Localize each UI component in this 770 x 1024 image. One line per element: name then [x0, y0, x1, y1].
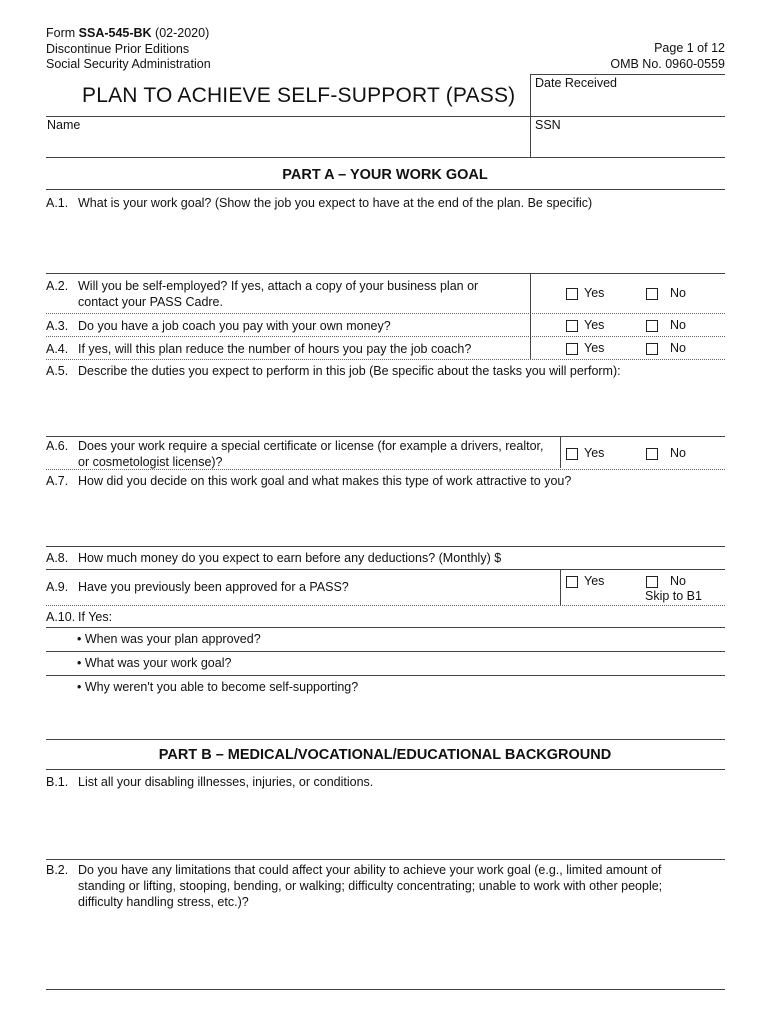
question-a7 — [46, 473, 571, 489]
a2-yes-label: Yes — [584, 286, 605, 300]
question-b1 — [46, 774, 373, 790]
a10-rule-3 — [46, 675, 725, 676]
a10-rule-1 — [46, 627, 725, 628]
a9-bottom-rule — [46, 605, 725, 606]
a9-no-label: No — [670, 574, 686, 588]
a9-no-checkbox[interactable] — [646, 576, 658, 588]
a3-no-label: No — [670, 318, 686, 332]
question-a10 — [46, 609, 112, 625]
b2-text-line1: Do you have any limitations that could affect your ability to achieve your work goal (e.g., limited amount of — [78, 863, 662, 877]
omb-number: OMB No. 0960-0559 — [610, 56, 725, 71]
page-info — [610, 41, 725, 72]
a5-answer-area[interactable] — [46, 383, 725, 433]
discontinue-note: Discontinue Prior Editions — [46, 41, 190, 56]
a4-divider — [530, 336, 531, 359]
a6-yes-checkbox[interactable] — [566, 448, 578, 460]
a9-yes-checkbox[interactable] — [566, 576, 578, 588]
a7-text: How did you decide on this work goal and what makes this type of work attractive to you? — [78, 474, 572, 488]
a2-no-label: No — [670, 286, 686, 300]
name-field[interactable] — [48, 134, 526, 154]
a4-no-label: No — [670, 341, 686, 355]
question-a2 — [46, 278, 478, 310]
name-bottom-rule — [46, 157, 725, 158]
a5-number: A.5. — [46, 364, 69, 378]
a9-number: A.9. — [46, 580, 69, 594]
a4-yes-label: Yes — [584, 341, 605, 355]
question-a3 — [46, 318, 391, 334]
date-received-field[interactable] — [535, 96, 723, 114]
page-title: PLAN TO ACHIEVE SELF-SUPPORT (PASS) — [82, 84, 516, 107]
a3-number: A.3. — [46, 319, 69, 333]
a4-number: A.4. — [46, 342, 69, 356]
a2-yes-checkbox[interactable] — [566, 288, 578, 300]
a10-bullet-2: • What was your work goal? — [77, 656, 232, 670]
title-bottom-rule — [46, 116, 725, 117]
a8-bottom-rule — [46, 569, 725, 570]
a2-text-line1: Will you be self-employed? If yes, attach a copy of your business plan or — [78, 279, 479, 293]
a4-no-checkbox[interactable] — [646, 343, 658, 355]
a10-reason-field[interactable] — [46, 698, 725, 736]
a6-yes-label: Yes — [584, 446, 605, 460]
a5-bottom-rule — [46, 436, 725, 437]
a9-divider — [560, 569, 561, 605]
a3-yes-label: Yes — [584, 318, 605, 332]
form-number-line — [46, 26, 211, 42]
ssn-field[interactable] — [535, 134, 723, 154]
b1-bottom-rule — [46, 859, 725, 860]
date-received-label: Date Received — [535, 76, 617, 90]
a1-answer-area[interactable] — [46, 215, 725, 270]
question-a9 — [46, 579, 349, 595]
a9-skip-note: Skip to B1 — [645, 589, 702, 603]
agency-name: Social Security Administration — [46, 57, 211, 71]
a8-text: How much money do you expect to earn before any deductions? (Monthly) $ — [78, 551, 502, 565]
a10-rule-2 — [46, 651, 725, 652]
a4-text: If yes, will this plan reduce the number of hours you pay the job coach? — [78, 342, 472, 356]
part-a-bottom-rule — [46, 739, 725, 740]
a2-divider — [530, 273, 531, 313]
a6-text-line1: Does your work require a special certificate or license (for example a drivers, realtor, — [78, 439, 544, 453]
a10-goal-field[interactable] — [240, 656, 722, 672]
b1-text: List all your disabling illnesses, injuries, or conditions. — [78, 775, 374, 789]
a9-text: Have you previously been approved for a PASS? — [78, 580, 349, 594]
part-b-rule — [46, 769, 725, 770]
part-a-rule — [46, 189, 725, 190]
form-date: (02-2020) — [151, 26, 210, 40]
a9-yes-label: Yes — [584, 574, 605, 588]
a10-text: If Yes: — [78, 610, 113, 624]
b2-text-line2: standing or lifting, stooping, bending, or walking; difficulty concentrating; unable to work with other people; — [78, 879, 663, 893]
form-label: Form — [46, 26, 79, 40]
a10-number: A.10. — [46, 610, 76, 624]
a3-divider — [530, 313, 531, 336]
a1-number: A.1. — [46, 196, 69, 210]
part-b-heading: PART B – MEDICAL/VOCATIONAL/EDUCATIONAL BACKGROUND — [158, 747, 612, 763]
a3-yes-checkbox[interactable] — [566, 320, 578, 332]
page-number: Page 1 of 12 — [654, 41, 725, 55]
question-a4 — [46, 341, 471, 357]
a5-text: Describe the duties you expect to perform in this job (Be specific about the tasks you will perform): — [78, 364, 621, 378]
ssn-label: SSN — [535, 118, 561, 132]
part-a-heading: PART A – YOUR WORK GOAL — [282, 167, 488, 183]
a6-no-checkbox[interactable] — [646, 448, 658, 460]
a10-bullet-3: • Why weren't you able to become self-supporting? — [77, 680, 359, 694]
a8-number: A.8. — [46, 551, 69, 565]
a2-number: A.2. — [46, 279, 69, 293]
b2-answer-area[interactable] — [46, 912, 725, 984]
question-a6 — [46, 438, 543, 470]
b2-number: B.2. — [46, 863, 69, 877]
a2-bottom-rule — [46, 313, 725, 314]
b2-text-line3: difficulty handling stress, etc.)? — [78, 895, 249, 909]
a7-answer-area[interactable] — [46, 493, 725, 543]
a4-bottom-rule — [46, 359, 725, 360]
a3-text: Do you have a job coach you pay with your own money? — [78, 319, 391, 333]
a6-no-label: No — [670, 446, 686, 460]
a1-text: What is your work goal? (Show the job you expect to have at the end of the plan. Be specific) — [78, 196, 593, 210]
date-received-top-rule — [530, 74, 725, 75]
a6-number: A.6. — [46, 439, 69, 453]
question-a5 — [46, 363, 621, 379]
b2-bottom-rule — [46, 989, 725, 990]
name-label: Name — [47, 118, 81, 132]
a10-approved-field[interactable] — [270, 632, 722, 648]
b1-number: B.1. — [46, 775, 69, 789]
form-id-block — [46, 26, 211, 73]
a2-text-line2: contact your PASS Cadre. — [78, 295, 223, 309]
question-a8 — [46, 550, 501, 566]
b1-answer-area[interactable] — [46, 794, 725, 856]
a1-bottom-rule — [46, 273, 725, 274]
question-a1 — [46, 195, 592, 211]
form-number: SSA-545-BK — [78, 26, 152, 40]
a6-text-line2: or cosmetologist license)? — [78, 455, 223, 469]
a6-bottom-rule — [46, 469, 725, 470]
a7-number: A.7. — [46, 474, 69, 488]
a10-bullet-1: • When was your plan approved? — [77, 632, 261, 646]
question-b2 — [46, 862, 662, 910]
a2-no-checkbox[interactable] — [646, 288, 658, 300]
a3-bottom-rule — [46, 336, 725, 337]
a8-amount-field[interactable] — [512, 550, 722, 566]
a4-yes-checkbox[interactable] — [566, 343, 578, 355]
a3-no-checkbox[interactable] — [646, 320, 658, 332]
a6-divider — [560, 436, 561, 468]
a7-bottom-rule — [46, 546, 725, 547]
